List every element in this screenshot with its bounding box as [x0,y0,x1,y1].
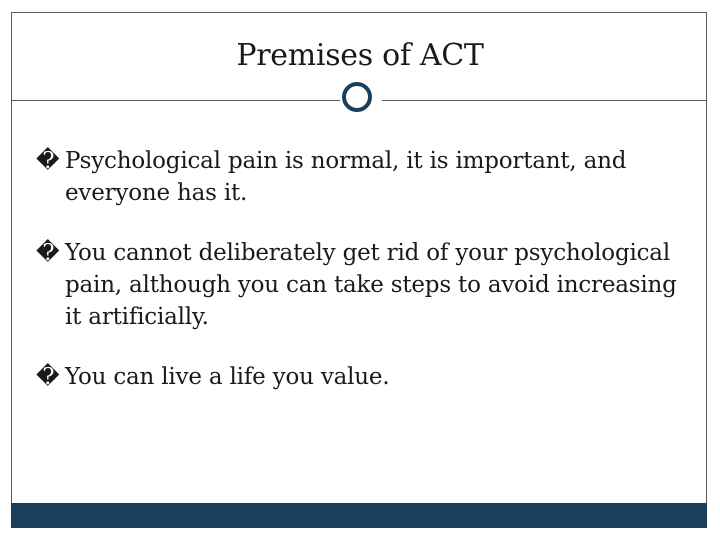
footer-bar [11,503,707,528]
bullet-text: You cannot deliberately get rid of your psychological pain, although you can take steps to avoid increasing it artificially. [65,240,677,330]
bullet-item [36,145,686,209]
bullet-text: You can live a life you value. [65,364,390,390]
bullet-marker-icon: � [36,364,60,390]
slide-title: Premises of ACT [236,38,484,73]
bullet-marker-icon: � [36,148,60,174]
bullet-marker-icon: � [36,240,60,266]
ring-ornament-icon [342,82,372,112]
bullet-list [36,145,686,393]
bullet-item [36,361,686,393]
bullet-item [36,237,686,333]
title-divider-left [11,100,340,101]
title-divider-right [382,100,707,101]
bullet-text: Psychological pain is normal, it is important, and everyone has it. [65,148,627,206]
